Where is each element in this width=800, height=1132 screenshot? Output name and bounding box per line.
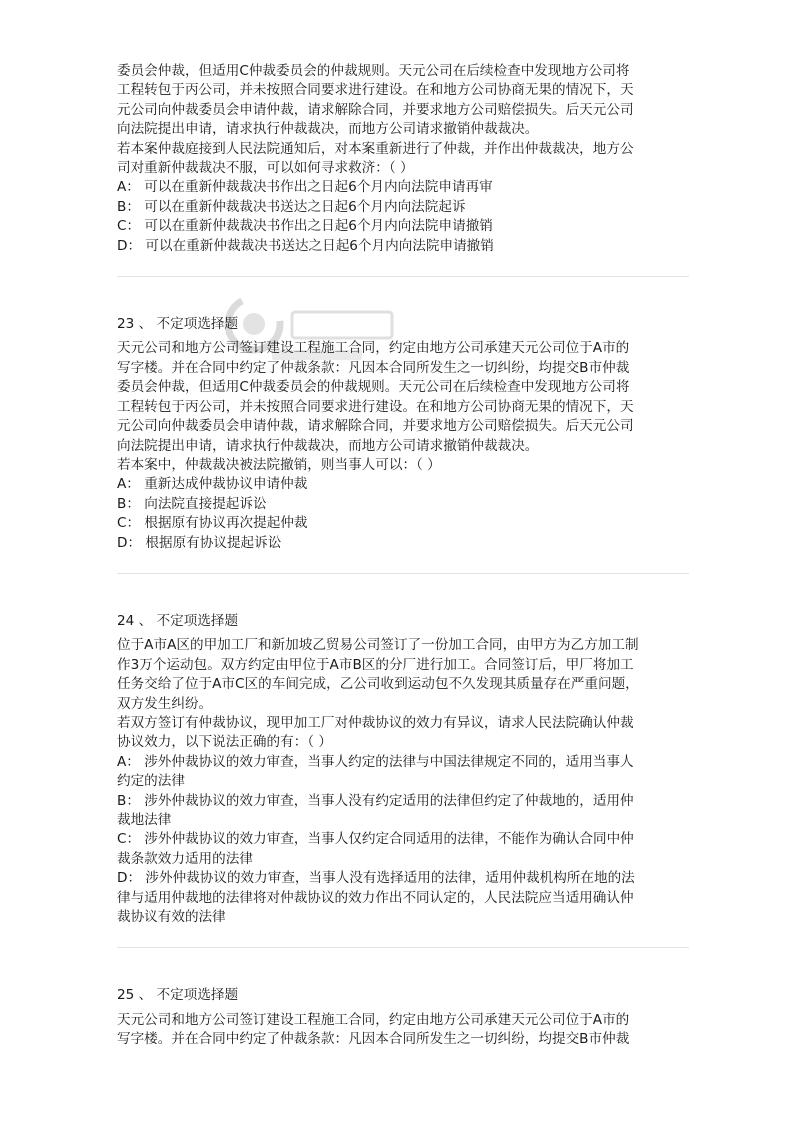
question-text-line: 任务交给了位于A市C区的车间完成，乙公司收到运动包不久发现其质量存在严重问题， <box>117 676 639 693</box>
question-text-line: 若本案仲裁庭接到人民法院通知后，对本案重新进行了仲裁，并作出仲裁裁决，地方公 <box>117 140 634 157</box>
question-text-line: 元公司向仲裁委员会申请仲裁，请求解除合同，并要求地方公司赔偿损失。后天元公司 <box>117 101 634 118</box>
question-text-line: 天元公司和地方公司签订建设工程施工合同，约定由地方公司承建天元公司位于A市的 <box>117 1011 630 1028</box>
question-heading: 23 、 不定项选择题 <box>117 316 239 333</box>
option-c: C： 涉外仲裁协议的效力审查，当事人仅约定合同适用的法律，不能作为确认合同中仲 <box>117 831 634 848</box>
question-text-line: 写字楼。并在合同中约定了仲裁条款：凡因本合同所发生之一切纠纷，均提交B市仲裁 <box>117 359 630 376</box>
option-d: D： 可以在重新仲裁裁决书送达之日起6个月内向法院申请撤销 <box>117 237 494 254</box>
question-text-line: 向法院提出申请，请求执行仲裁裁决，而地方公司请求撤销仲裁裁决。 <box>117 437 539 454</box>
option-a: A： 可以在重新仲裁裁决书作出之日起6个月内向法院申请再审 <box>117 179 493 196</box>
question-24 <box>117 612 689 928</box>
option-b-cont: 裁地法律 <box>117 812 172 828</box>
document-page <box>117 62 689 1050</box>
option-b: B： 可以在重新仲裁裁决书送达之日起6个月内向法院起诉 <box>117 198 466 215</box>
question-text-line: 天元公司和地方公司签订建设工程施工合同，约定由地方公司承建天元公司位于A市的 <box>117 340 630 357</box>
option-c-cont: 裁条款效力适用的法律 <box>117 850 253 867</box>
question-25 <box>117 986 689 1049</box>
option-d-cont: 律与适用仲裁地的法律将对仲裁协议的效力作出不同认定的，人民法院应当适用确认仲 <box>117 889 634 906</box>
question-text-line: 工程转包于丙公司，并未按照合同要求进行建设。在和地方公司协商无果的情况下，天 <box>117 82 634 99</box>
question-text-line: 向法院提出申请，请求执行仲裁裁决，而地方公司请求撤销仲裁裁决。 <box>117 121 539 138</box>
option-d-cont: 裁协议有效的法律 <box>117 909 226 926</box>
question-text-line: 双方发生纠纷。 <box>117 695 213 712</box>
question-heading: 25 、 不定项选择题 <box>117 987 239 1004</box>
option-b: B： 向法院直接提起诉讼 <box>117 495 267 512</box>
option-b: B： 涉外仲裁协议的效力审查，当事人没有约定适用的法律但约定了仲裁地的，适用仲 <box>117 792 634 809</box>
question-text-line: 写字楼。并在合同中约定了仲裁条款：凡因本合同所发生之一切纠纷，均提交B市仲裁 <box>117 1031 630 1048</box>
option-c: C： 可以在重新仲裁裁决书作出之日起6个月内向法院申请撤销 <box>117 218 493 235</box>
question-text-line: 若本案中，仲裁裁决被法院撤销，则当事人可以：（ ） <box>117 456 441 473</box>
question-text-line: 若双方签订有仲裁协议，现甲加工厂对仲裁协议的效力有异议，请求人民法院确认仲裁 <box>117 714 634 731</box>
question-text-line: 委员会仲裁，但适用C仲裁委员会的仲裁规则。天元公司在后续检查中发现地方公司将 <box>117 379 630 396</box>
question-23 <box>117 315 689 553</box>
question-text-line: 工程转包于丙公司，并未按照合同要求进行建设。在和地方公司协商无果的情况下，天 <box>117 398 634 415</box>
question-text-line: 协议效力，以下说法正确的有：（ ） <box>117 734 333 751</box>
question-text-line: 司对重新仲裁裁决不服，可以如何寻求救济：（ ） <box>117 160 414 177</box>
option-a: A： 涉外仲裁协议的效力审查，当事人约定的法律与中国法律规定不同的，适用当事人 <box>117 753 634 770</box>
option-d: D： 根据原有协议提起诉讼 <box>117 534 282 551</box>
option-c: C： 根据原有协议再次提起仲裁 <box>117 515 308 532</box>
option-d: D： 涉外仲裁协议的效力审查，当事人没有选择适用的法律，适用仲裁机构所在地的法 <box>117 870 635 887</box>
question-text-line: 位于A市A区的甲加工厂和新加坡乙贸易公司签订了一份加工合同，由甲方为乙方加工制 <box>117 637 639 654</box>
question-22-tail <box>117 62 689 256</box>
question-heading: 24 、 不定项选择题 <box>117 612 239 629</box>
option-a: A： 重新达成仲裁协议申请仲裁 <box>117 476 308 493</box>
option-a-cont: 约定的法律 <box>117 773 185 790</box>
question-text-line: 元公司向仲裁委员会申请仲裁，请求解除合同，并要求地方公司赔偿损失。后天元公司 <box>117 418 634 435</box>
question-text-line: 委员会仲裁，但适用C仲裁委员会的仲裁规则。天元公司在后续检查中发现地方公司将 <box>117 63 630 79</box>
question-text-line: 作3万个运动包。双方约定由甲位于A市B区的分厂进行加工。合同签订后，甲厂将加工 <box>117 656 634 673</box>
